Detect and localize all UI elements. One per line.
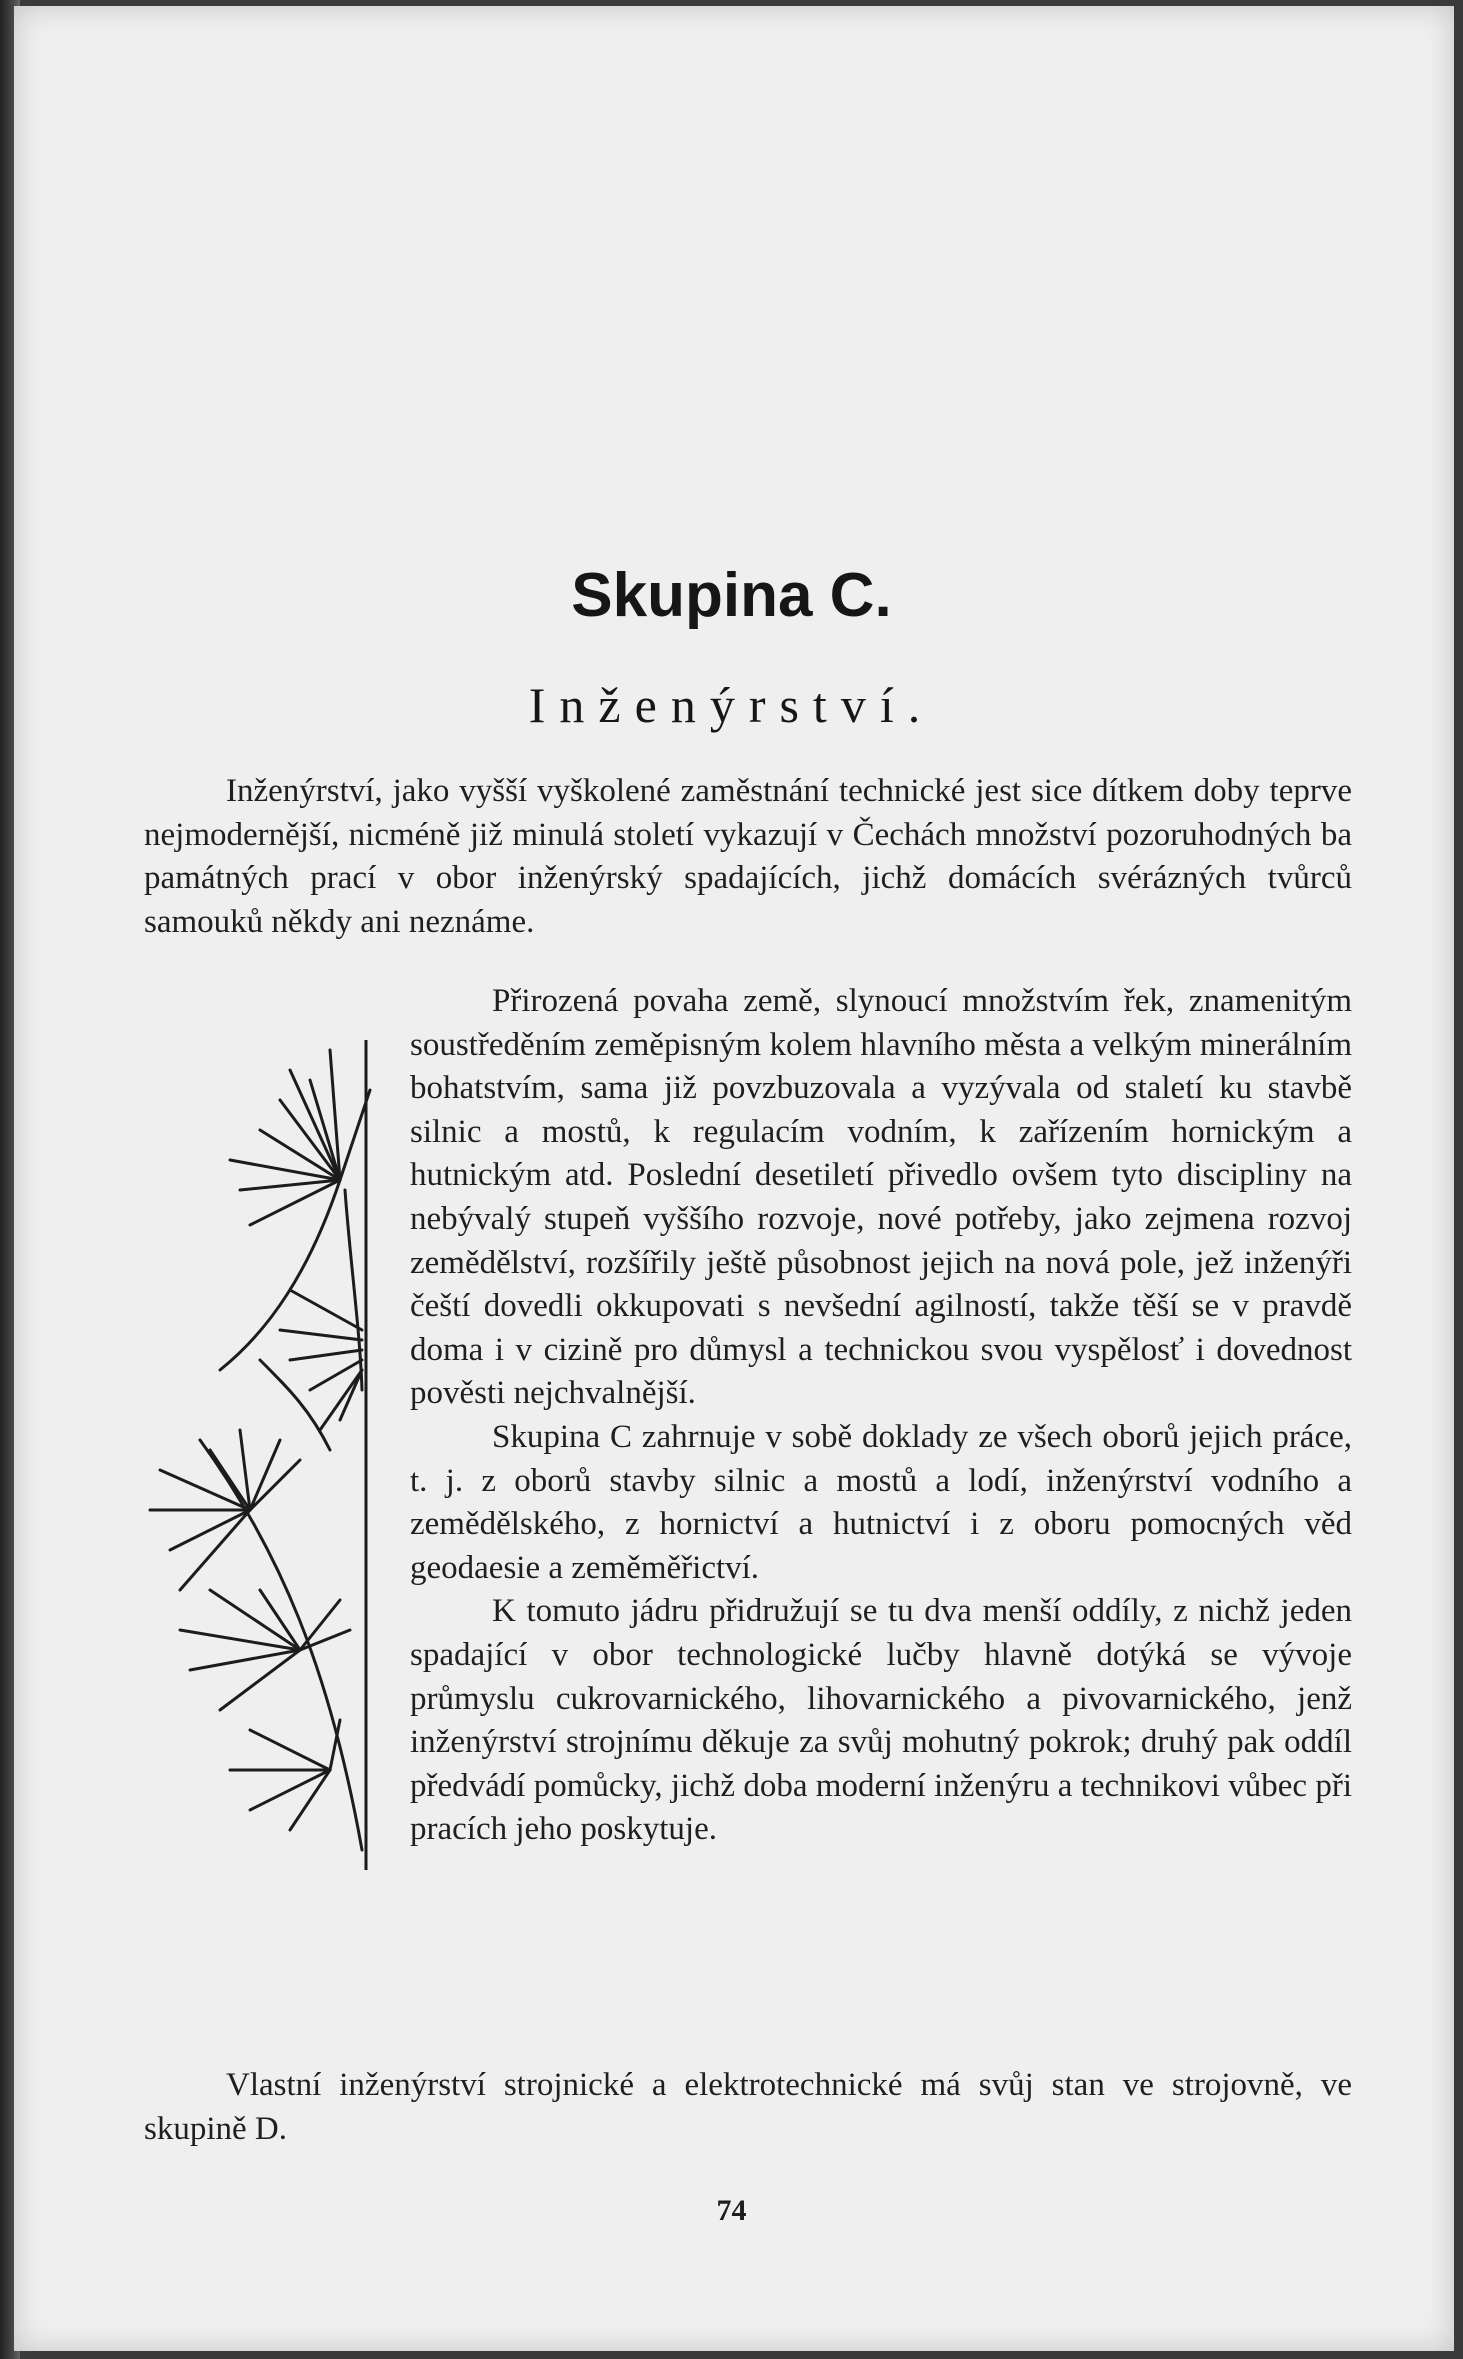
- plant-illustration: [140, 1030, 380, 1890]
- paragraph-subsections: K tomuto jádru přidružují se tu dva menší oddíly, z nichž jeden spadající v obor technologické lučby hlavně dotýká se vývoje průmyslu cukrovarnického, lihovarnického a pivovarnického, jenž inženýrství strojnímu děkuje za svůj mohutný pokrok; druhý pak oddíl předvádí pomůcky, jichž doba moderní inženýru a technikovi vůbec při pracích jeho poskytuje.: [410, 1593, 1352, 1848]
- paragraph-group-c: Skupina C zahrnuje v sobě doklady ze všech oborů jejich práce, t. j. z oborů stavby silnic a mostů a lodí, inženýrství vodního a zemědělského, z hornictví a hutnictví i z oboru pomocných věd geodaesie a zeměměřictví.: [410, 1418, 1352, 1586]
- paragraph-nature: Přirozená povaha země, slynoucí množstvím řek, znamenitým soustředěním zeměpisným kolem hlavního města a velkým minerálním bohatstvím, sama již povzbuzovala a vyzývala od staletí ku stavbě silnic a mostů, k regulacím vodním, k zařízením hornickým a hutnickým atd. Poslední desetiletí přivedlo ovšem tyto discipliny na nebývalý stupeň vyššího rozvoje, nové potřeby, jako zejmena rozvoj zemědělství, rozšířily ještě působnost jejich na nová pole, jež inženýři čeští dovedli okkupovati s nevšední agilností, takže těší se v pravdě doma i v cizině pro důmysl a technickou svou vyspělosť i dovednost pověsti nejchvalnější.: [410, 983, 1352, 1412]
- paragraph-machinery: Vlastní inženýrství strojnické a elektrotechnické má svůj stan ve strojovně, ve skupině D.: [144, 2067, 1352, 2147]
- section-subtitle: Inženýrství.: [528, 677, 935, 733]
- paragraph-intro: Inženýrství, jako vyšší vyškolené zaměstnání technické jest sice dítkem doby teprve nejmodernější, nicméně již minulá století vykazují v Čechách množství pozoruhodných ba památných prací v obor inženýrský spadajících, jichž domácích svérázných tvůrců samouků někdy ani neznáme.: [144, 773, 1352, 940]
- page-title: Skupina C.: [571, 561, 892, 630]
- page-number: 74: [716, 2194, 747, 2227]
